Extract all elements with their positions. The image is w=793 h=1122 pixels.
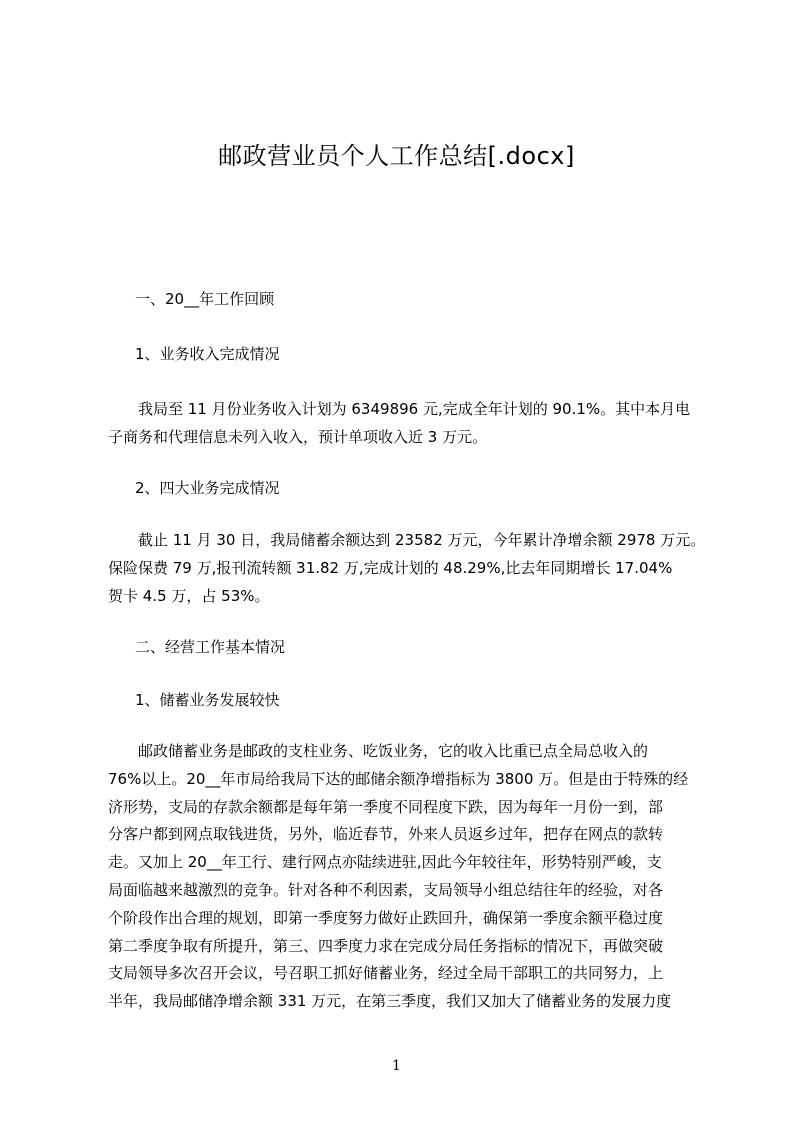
paragraph-line: 贺卡 4.5 万，占 53%。 (108, 586, 270, 605)
section-heading-operations: 二、经营工作基本情况 (135, 638, 286, 656)
paragraph-four-businesses (108, 527, 706, 610)
paragraph-revenue (108, 396, 702, 452)
subsection-heading-savings: 1、储蓄业务发展较快 (135, 691, 280, 709)
paragraph-line: 截止 11 月 30 日，我局储蓄余额达到 23582 万元，今年累计净增余额 2978 万元。 (108, 531, 706, 549)
paragraph-line: 局面临越来越激烈的竞争。针对各种不利因素，支局领导小组总结往年的经验，对各 (108, 880, 664, 899)
paragraph-line: 分客户都到网点取钱进货，另外，临近春节，外来人员返乡过年，把存在网点的款转 (108, 825, 664, 844)
subsection-heading-revenue: 1、业务收入完成情况 (135, 345, 280, 363)
paragraph-line: 保险保费 79 万,报刊流转额 31.82 万,完成计划的 48.29%,比去年同期增长 17.04% (108, 558, 673, 577)
paragraph-savings (108, 738, 702, 1016)
subsection-heading-four-businesses: 2、四大业务完成情况 (135, 479, 280, 497)
paragraph-line: 我局至 11 月份业务收入计划为 6349896 元,完成全年计划的 90.1%。其中本月电 (108, 400, 691, 418)
paragraph-line: 半年，我局邮储净增余额 331 万元，在第三季度，我们又加大了储蓄业务的发展力度 (108, 992, 672, 1011)
paragraph-line: 个阶段作出合理的规划，即第一季度努力做好止跌回升，确保第一季度余额平稳过度 (108, 908, 664, 927)
paragraph-line: 走。又加上 20__年工行、建行网点亦陆续进驻,因此今年较往年，形势特别严峻，支 (108, 853, 662, 872)
paragraph-line: 第二季度争取有所提升，第三、四季度力求在完成分局任务指标的情况下，再做突破 (108, 936, 664, 955)
document-title: 邮政营业员个人工作总结[.docx] (218, 142, 575, 170)
paragraph-line: 76%以上。20__年市局给我局下达的邮储余额净增指标为 3800 万。但是由于特殊的经 (108, 769, 689, 788)
paragraph-line: 济形势，支局的存款余额都是每年第一季度不同程度下跌，因为每年一月份一到，部 (108, 797, 664, 816)
paragraph-line: 支局领导多次召开会议，号召职工抓好储蓄业务，经过全局干部职工的共同努力，上 (108, 964, 664, 983)
paragraph-line: 邮政储蓄业务是邮政的支柱业务、吃饭业务，它的收入比重已点全局总收入的 (108, 742, 649, 760)
section-heading-work-review: 一、20__年工作回顾 (135, 290, 275, 308)
paragraph-line: 子商务和代理信息未列入收入，预计单项收入近 3 万元。 (108, 427, 488, 446)
page-number: 1 (392, 1058, 401, 1074)
